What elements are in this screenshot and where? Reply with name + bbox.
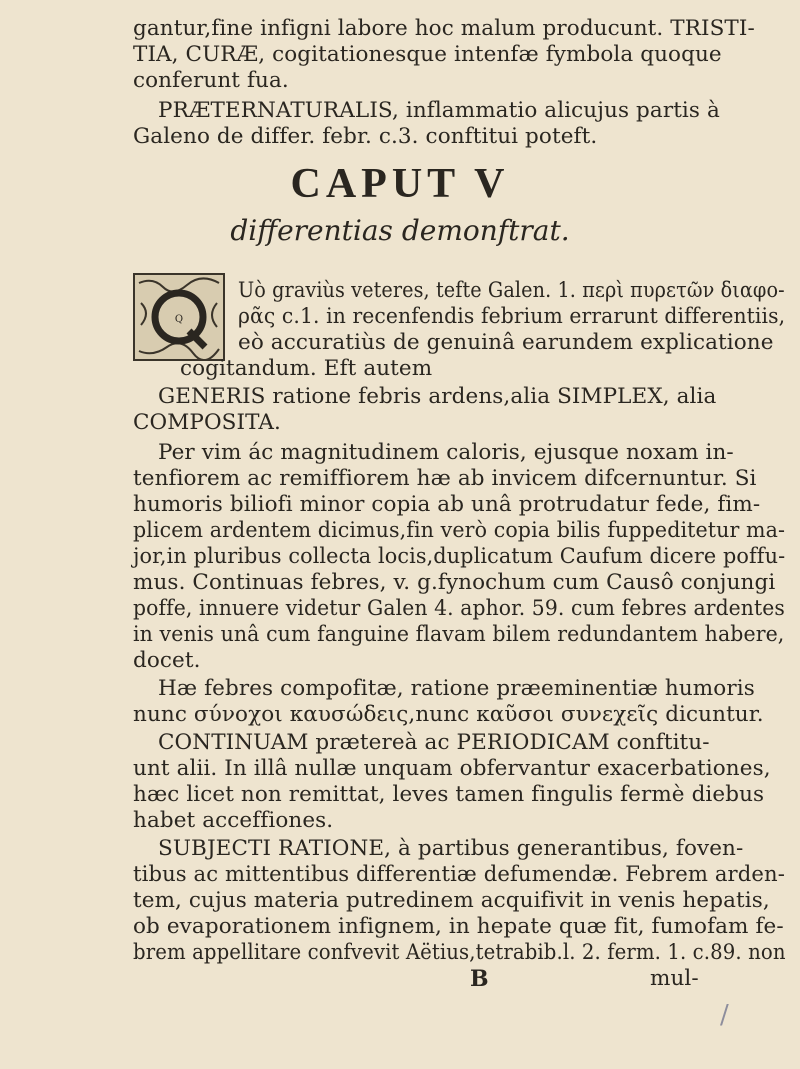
chapter-heading: CAPUT V: [290, 161, 510, 207]
text-line: tibus ac mittentibus differentiæ defumendæ. Febrem arden-: [133, 862, 785, 887]
text-line: unt alii. In illâ nullæ unquam obfervantur exacerbationes,: [133, 756, 771, 781]
text-line: nunc σύνοχοι καυσώδεις,nunc καῦσοι συνεχεῖς dicuntur.: [133, 702, 764, 727]
text-line: Galeno de differ. febr. c.3. conftitui poteft.: [133, 124, 598, 149]
text-line: Per vim ác magnitudinem caloris, ejusque noxam in-: [158, 440, 734, 465]
text-line: humoris biliofi minor copia ab unâ protrudatur fede, fim-: [133, 492, 761, 517]
text-line: cogitandum. Eft autem: [180, 356, 433, 381]
text-line: plicem ardentem dicimus,fin verò copia bilis fuppeditetur ma-: [133, 518, 786, 543]
decorated-initial-icon: [133, 273, 225, 361]
text-line: eò accuratiùs de genuinâ earundem explicatione: [238, 330, 774, 355]
text-line: SUBJECTI RATIONE, à partibus generantibus, foven-: [158, 836, 744, 861]
text-line: mus. Continuas febres, v. g.fynochum cum Causô conjungi: [133, 570, 776, 595]
text-line: brem appellitare confvevit Aëtius,tetrabib.l. 2. ferm. 1. c.89. non: [133, 940, 786, 965]
text-line: habet acceffiones.: [133, 808, 334, 833]
text-line: ρᾶς c.1. in recenfendis febrium errarunt differentiis,: [238, 304, 786, 329]
chapter-subheading: differentias demonftrat.: [230, 214, 570, 247]
text-line: in venis unâ cum fanguine flavam bilem redundantem habere,: [133, 622, 785, 647]
margin-mark: /: [720, 1000, 729, 1030]
signature-mark: B: [470, 966, 489, 992]
initial-letter: Q: [174, 314, 184, 325]
text-line: tenfiorem ac remiffiorem hæ ab invicem difcernuntur. Si: [133, 466, 757, 491]
text-line: ob evaporationem infignem, in hepate quæ fit, fumofam fe-: [133, 914, 784, 939]
text-line: conferunt fua.: [133, 68, 289, 93]
text-line: PRÆTERNATURALIS, inflammatio alicujus partis à: [158, 98, 720, 123]
text-line: CONTINUAM prætereà ac PERIODICAM conftitu-: [158, 730, 710, 755]
text-line: jor,in pluribus collecta locis,duplicatum Caufum dicere poffu-: [133, 544, 786, 569]
text-line: Hæ febres compofitæ, ratione præeminentiæ humoris: [158, 676, 755, 701]
text-line: gantur,fine infigni labore hoc malum producunt. TRISTI-: [133, 16, 755, 41]
text-line: hæc licet non remittat, leves tamen fingulis fermè diebus: [133, 782, 765, 807]
text-line: COMPOSITA.: [133, 410, 281, 435]
text-line: GENERIS ratione febris ardens,alia SIMPLEX, alia: [158, 384, 717, 409]
text-line: Uò graviùs veteres, tefte Galen. 1. περὶ πυρετῶν διαφο-: [238, 278, 785, 303]
catchword: mul-: [650, 966, 699, 991]
text-line: poffe, innuere videtur Galen 4. aphor. 59. cum febres ardentes: [133, 596, 785, 621]
text-line: TIA, CURÆ, cogitationesque intenfæ fymbola quoque: [133, 42, 722, 67]
text-line: docet.: [133, 648, 201, 673]
text-line: tem, cujus materia putredinem acquifivit in venis hepatis,: [133, 888, 770, 913]
